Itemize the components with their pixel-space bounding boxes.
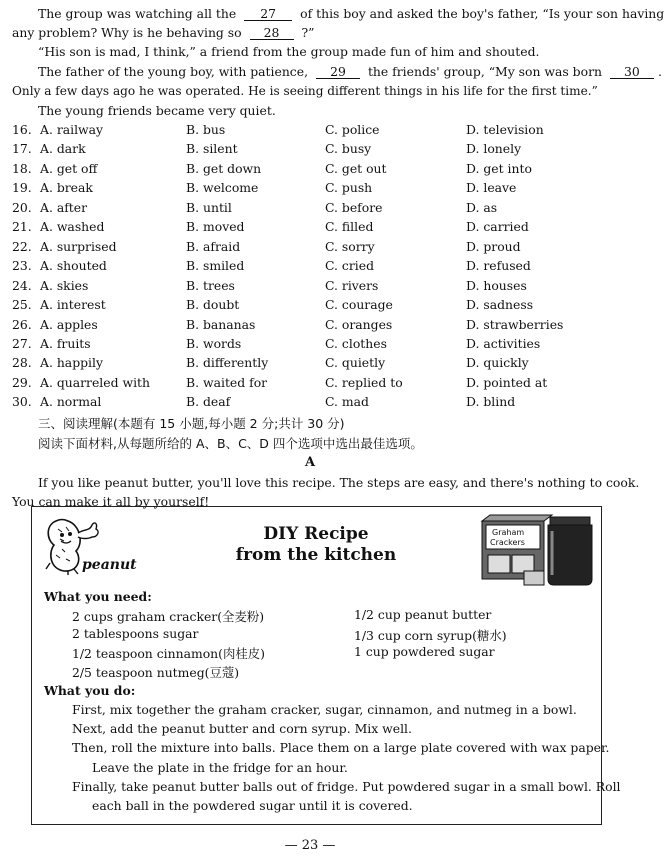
- option-c: C. filled: [325, 219, 374, 235]
- option-d: D. leave: [466, 180, 517, 196]
- question-row: [12, 278, 612, 296]
- question-row: [12, 141, 612, 159]
- question-number: 24.: [12, 277, 32, 293]
- page-number: — 23 —: [284, 838, 336, 853]
- question-row: [12, 297, 612, 315]
- option-b: B. bus: [186, 122, 226, 137]
- option-d: D. sadness: [466, 297, 534, 313]
- blank-28: 28: [250, 26, 294, 40]
- question-number: 25.: [12, 297, 32, 313]
- question-row: [12, 317, 612, 335]
- option-a: A. surprised: [40, 238, 117, 254]
- peanut-mascot-icon: [38, 511, 138, 577]
- passage-line-4: The father of the young boy, with patience, 29 the friends' group, “My son was born 30 .: [38, 64, 662, 79]
- question-row: [12, 122, 612, 140]
- step-line: Next, add the peanut butter and corn syrup. Mix well.: [72, 721, 412, 737]
- question-row: [12, 336, 612, 354]
- option-c: C. cried: [325, 258, 375, 274]
- question-row: [12, 239, 612, 257]
- blank-30: 30: [610, 65, 654, 79]
- question-row: [12, 161, 612, 179]
- question-row: [12, 394, 612, 412]
- question-number: 23.: [12, 258, 32, 274]
- option-c: C. courage: [325, 297, 393, 313]
- option-b: B. smiled: [186, 258, 245, 274]
- option-b: B. afraid: [186, 238, 241, 254]
- section-instruction: 阅读下面材料,从每题所给的 A、B、C、D 四个选项中选出最佳选项。: [38, 436, 423, 451]
- option-b: B. moved: [186, 219, 245, 235]
- option-b: B. words: [186, 335, 242, 351]
- ingredient-item: 1 cup powdered sugar: [354, 644, 495, 660]
- recipe-subtitle: from the kitchen: [235, 545, 397, 565]
- option-b: B. doubt: [186, 297, 240, 313]
- option-b: B. deaf: [186, 394, 231, 410]
- option-a: A. dark: [40, 141, 86, 157]
- option-d: D. activities: [466, 335, 541, 351]
- ingredient-item: 2 cups graham cracker(全麦粉): [72, 609, 265, 624]
- question-number: 21.: [12, 219, 32, 235]
- passage-line-1: The group was watching all the 27 of this boy and asked the boy's father, “Is your son having: [38, 6, 664, 21]
- option-d: D. as: [466, 199, 498, 215]
- option-b: B. trees: [186, 277, 235, 293]
- blank-29: 29: [316, 65, 360, 79]
- option-d: D. television: [466, 122, 544, 137]
- option-d: D. strawberries: [466, 316, 564, 332]
- option-a: A. railway: [40, 122, 104, 137]
- ingredient-item: 2 tablespoons sugar: [72, 625, 199, 641]
- passage-line-6: The young friends became very quiet.: [38, 103, 276, 118]
- question-number: 18.: [12, 160, 32, 176]
- option-d: D. refused: [466, 258, 531, 274]
- option-b: B. differently: [186, 355, 269, 371]
- option-d: D. lonely: [466, 141, 522, 157]
- option-b: B. until: [186, 199, 232, 215]
- question-row: [12, 258, 612, 276]
- option-b: B. bananas: [186, 316, 256, 332]
- option-c: C. clothes: [325, 335, 387, 351]
- ingredient-item: 2/5 teaspoon nutmeg(豆蔻): [72, 665, 240, 681]
- question-number: 30.: [12, 394, 32, 410]
- option-a: A. get off: [40, 160, 98, 176]
- option-c: C. get out: [325, 160, 387, 176]
- option-a: A. shouted: [40, 258, 107, 274]
- option-d: D. blind: [466, 394, 516, 410]
- blank-27: 27: [244, 7, 292, 21]
- step-line: First, mix together the graham cracker, sugar, cinnamon, and nutmeg in a bowl.: [72, 702, 577, 717]
- question-number: 29.: [12, 374, 32, 390]
- question-number: 22.: [12, 238, 32, 254]
- option-c: C. oranges: [325, 316, 393, 332]
- option-c: C. rivers: [325, 277, 379, 293]
- option-a: A. skies: [40, 277, 89, 293]
- recipe-box: [31, 506, 621, 825]
- recipe-title: DIY Recipe: [263, 524, 369, 544]
- option-c: C. sorry: [325, 238, 375, 254]
- question-row: [12, 355, 612, 373]
- option-d: D. houses: [466, 277, 527, 293]
- ingredient-item: 1/3 cup corn syrup(糖水): [354, 627, 507, 643]
- question-number: 26.: [12, 316, 32, 332]
- ingredients-icon: [478, 511, 596, 589]
- option-a: A. fruits: [40, 335, 91, 351]
- option-d: D. proud: [466, 238, 521, 254]
- option-c: C. mad: [325, 394, 369, 410]
- option-b: B. welcome: [186, 180, 259, 196]
- option-a: A. after: [40, 199, 88, 215]
- option-c: C. before: [325, 199, 383, 215]
- question-number: 20.: [12, 199, 32, 215]
- step-line: Leave the plate in the fridge for an hour.: [92, 759, 348, 775]
- svg-text:Crackers: Crackers: [490, 538, 525, 547]
- option-c: C. push: [325, 180, 373, 196]
- intro-line-1: If you like peanut butter, you'll love this recipe. The steps are easy, and there's nothing to cook.: [38, 475, 640, 490]
- option-a: A. happily: [40, 355, 103, 371]
- question-row: [12, 219, 612, 237]
- ingredient-item: 1/2 cup peanut butter: [354, 607, 492, 622]
- step-line: Then, roll the mixture into balls. Place them on a large plate covered with wax paper.: [72, 740, 610, 756]
- do-heading: What you do:: [44, 683, 136, 698]
- step-line: Finally, take peanut butter balls out of fridge. Put powdered sugar in a small bowl. Roll: [72, 778, 621, 794]
- step-line: each ball in the powdered sugar until it is covered.: [92, 798, 413, 813]
- question-row: [12, 200, 612, 218]
- question-number: 27.: [12, 335, 32, 351]
- peanut-label: peanut: [82, 557, 137, 573]
- section-heading: 三、阅读理解(本题有 15 小题,每小题 2 分;共计 30 分): [38, 416, 345, 431]
- need-heading: What you need:: [44, 589, 152, 604]
- question-number: 17.: [12, 141, 32, 157]
- option-d: D. quickly: [466, 355, 529, 371]
- option-c: C. police: [325, 122, 380, 137]
- passage-line-3: “His son is mad, I think,” a friend from the group made fun of him and shouted.: [38, 44, 540, 59]
- svg-text:Graham: Graham: [492, 528, 525, 537]
- passage-line-2: any problem? Why is he behaving so 28 ?”: [12, 25, 315, 40]
- option-a: A. interest: [40, 297, 106, 313]
- option-a: A. break: [40, 180, 93, 196]
- option-b: B. get down: [186, 160, 262, 176]
- option-b: B. waited for: [186, 374, 268, 390]
- option-c: C. replied to: [325, 374, 403, 390]
- option-a: A. quarreled with: [40, 374, 150, 390]
- ingredient-item: 1/2 teaspoon cinnamon(肉桂皮): [72, 646, 265, 662]
- question-number: 28.: [12, 355, 32, 371]
- option-b: B. silent: [186, 141, 238, 157]
- question-number: 19.: [12, 180, 32, 196]
- option-a: A. normal: [40, 394, 102, 410]
- passage-line-5: Only a few days ago he was operated. He is seeing different things in his life for the first time.”: [12, 84, 598, 98]
- question-row: [12, 180, 612, 198]
- option-c: C. quietly: [325, 355, 386, 371]
- question-row: [12, 375, 612, 393]
- option-d: D. get into: [466, 160, 532, 176]
- option-d: D. pointed at: [466, 374, 548, 390]
- question-number: 16.: [12, 122, 32, 137]
- option-a: A. apples: [40, 316, 98, 332]
- part-label: A: [304, 455, 316, 470]
- option-a: A. washed: [40, 219, 105, 235]
- intro-line-2: You can make it all by yourself!: [12, 494, 210, 509]
- option-c: C. busy: [325, 141, 372, 157]
- option-d: D. carried: [466, 219, 529, 235]
